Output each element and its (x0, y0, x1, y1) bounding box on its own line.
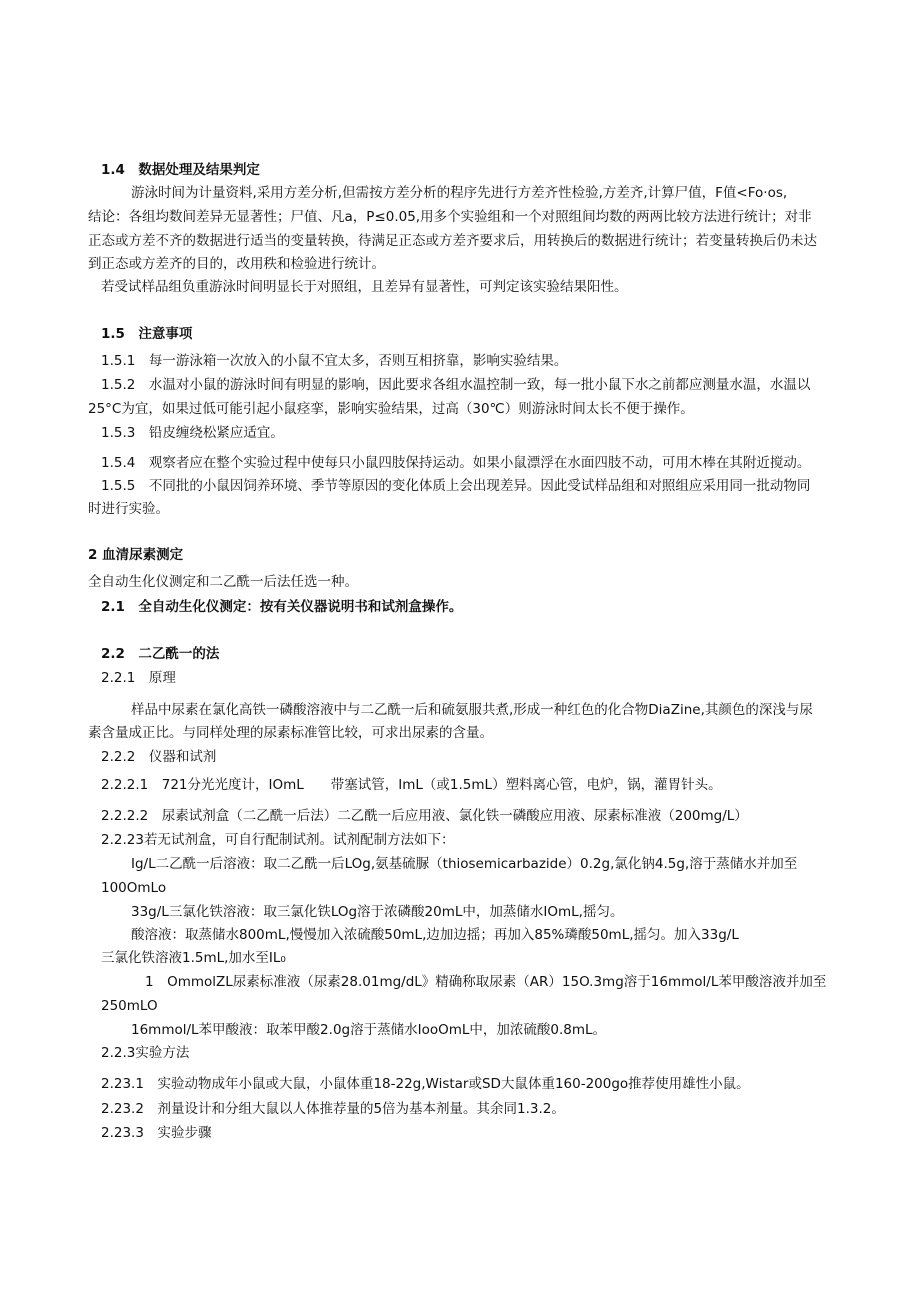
paragraph-line: 2.23.1 实验动物成年小鼠或大鼠，小鼠体重18-22g,Wistar或SD大鼠体重160-200go推荐使用雄性小鼠。 (101, 1076, 750, 1092)
paragraph-line: 1 OmmolZL尿素标准液（尿素28.01mg/dL》精确称取尿素（AR）15O.3mg溶于16mmol/L苯甲酸溶液并加至 (145, 974, 827, 990)
paragraph-line: 素含量成正比。与同样处理的尿素标准管比较，可求出尿素的含量。 (88, 725, 493, 741)
paragraph-line: Ig/L二乙酰一后溶液：取二乙酰一后LOg,氨基硫脲（thiosemicarbazide）0.2g,氯化钠4.5g,溶于蒸储水并加至 (131, 856, 798, 872)
paragraph-line: 1.5.4 观察者应在整个实验过程中使每只小鼠四肢保持运动。如果小鼠漂浮在水面四肢不动，可用木棒在其附近搅动。 (101, 455, 811, 471)
paragraph-line: 1.5.3 铅皮缠绕松紧应适宜。 (101, 425, 284, 441)
paragraph-line: 正态或方差不齐的数据进行适当的变量转换，待满足正态或方差齐要求后，用转换后的数据进行统计；若变量转换后仍未达 (88, 233, 817, 249)
paragraph-line: 100OmLo (101, 880, 167, 896)
paragraph-line: 2.2.2.1 721分光光度计，IOmL 带塞试管，ImL（或1.5mL）塑料离心管，电炉，锅，灌胃针头。 (101, 777, 722, 793)
paragraph-line: 2.2.1 原理 (101, 670, 176, 686)
paragraph-line: 三氯化铁溶液1.5mL,加水至IL₀ (101, 950, 286, 966)
paragraph-line: 1.5.1 每一游泳箱一次放入的小鼠不宜太多，否则互相挤靠，影响实验结果。 (101, 353, 568, 369)
section-heading-1-5: 1.5 注意事项 (101, 326, 193, 342)
paragraph-line: 到正态或方差齐的目的，改用秩和检验进行统计。 (88, 256, 385, 272)
paragraph-line: 2.2.2 仪器和试剂 (101, 749, 217, 765)
section-heading-2: 2 血清尿素测定 (88, 547, 184, 563)
paragraph-line: 25°C为宜，如果过低可能引起小鼠痉挛，影响实验结果，过高（30℃）则游泳时间太长不便于操作。 (88, 401, 694, 417)
paragraph-line: 游泳时间为计量资料,采用方差分析,但需按方差分析的程序先进行方差齐性检验,方差齐,计算尸值，F值<Fo·os, (131, 185, 788, 201)
paragraph-line: 2.2.3实验方法 (101, 1045, 190, 1061)
paragraph-line: 33g/L三氯化铁溶液：取三氯化铁LOg溶于浓磷酸20mL中，加蒸储水IOmL,摇匀。 (131, 904, 624, 920)
paragraph-line: 2.2.2.2 尿素试剂盒（二乙酰一后法）二乙酰一后应用液、氯化铁一磷酸应用液、尿素标准液（200mg/L） (101, 808, 748, 824)
paragraph-line: 时进行实验。 (88, 501, 169, 517)
section-heading-2-2: 2.2 二乙酰一的法 (101, 646, 220, 662)
paragraph-line: 250mLO (101, 998, 158, 1014)
paragraph-line: 2.23.3 实验步骤 (101, 1125, 212, 1141)
paragraph-line: 16mmol/L苯甲酸液：取苯甲酸2.0g溶于蒸储水IooOmL中，加浓硫酸0.8mL。 (131, 1022, 607, 1038)
paragraph-line: 全自动生化仪测定和二乙酰一后法任选一种。 (88, 574, 358, 590)
paragraph-line: 2.2.23若无试剂盒，可自行配制试剂。试剂配制方法如下： (101, 832, 455, 848)
paragraph-line: 2.23.2 剂量设计和分组大鼠以人体推荐量的5倍为基本剂量。其余同1.3.2。 (101, 1101, 565, 1117)
paragraph-line: 1.5.2 水温对小鼠的游泳时间有明显的影响，因此要求各组水温控制一致，每一批小鼠下水之前都应测量水温，水温以 (101, 377, 811, 393)
section-heading-2-1: 2.1 全自动生化仪测定：按有关仪器说明书和试剂盒操作。 (101, 599, 463, 615)
paragraph-line: 1.5.5 不同批的小鼠因饲养环境、季节等原因的变化体质上会出现差异。因此受试样品组和对照组应采用同一批动物同 (101, 478, 811, 494)
paragraph-line: 结论：各组均数间差异无显著性；尸值、凡a，P≤0.05,用多个实验组和一个对照组间均数的两两比较方法进行统计；对非 (88, 209, 812, 225)
paragraph-line: 酸溶液：取蒸储水800mL,慢慢加入浓硫酸50mL,边加边摇；再加入85%璘酸50mL,摇匀。加入33g/L (131, 927, 739, 943)
section-heading-1-4: 1.4 数据处理及结果判定 (101, 162, 260, 178)
paragraph-line: 若受试样品组负重游泳时间明显长于对照组，且差异有显著性，可判定该实验结果阳性。 (101, 279, 628, 295)
paragraph-line: 样品中尿素在氯化高铁一磷酸溶液中与二乙酰一后和硫氨服共煮,形成一种红色的化合物DiaZine,其颜色的深浅与尿 (131, 702, 813, 718)
